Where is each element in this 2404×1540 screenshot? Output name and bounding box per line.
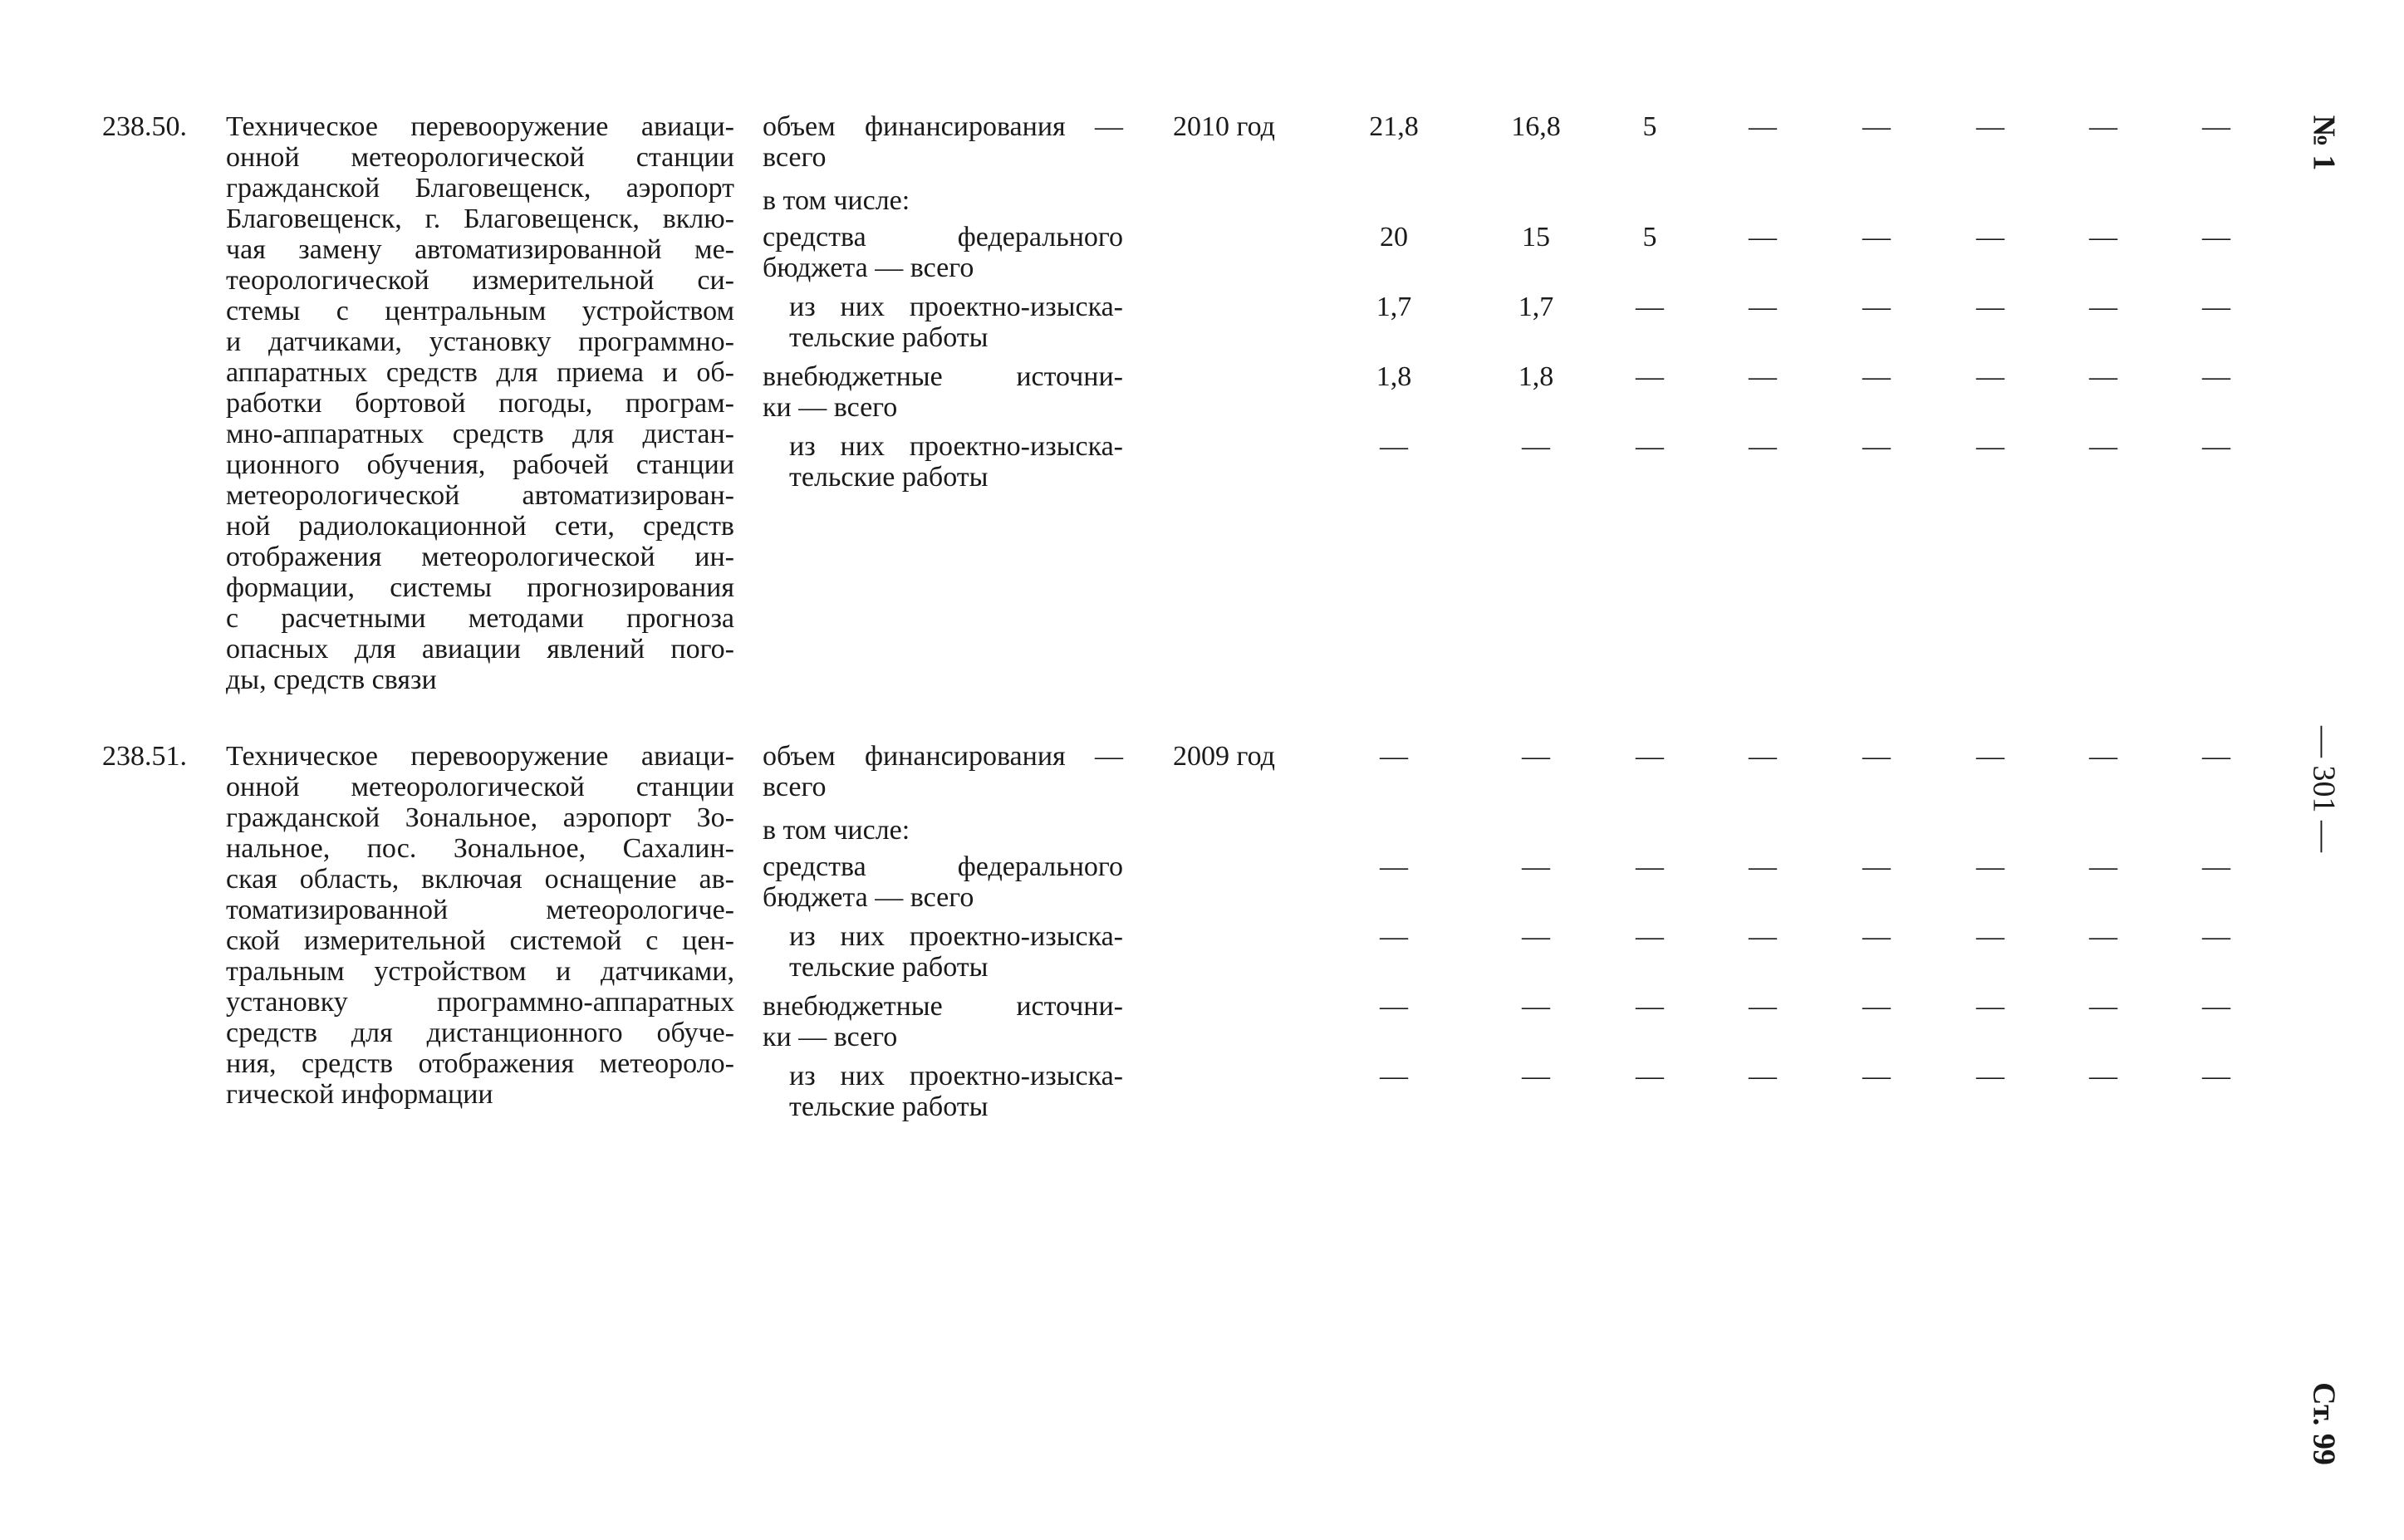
value-cell: 1,8 [1376,361,1412,392]
value-cell: 21,8 [1369,111,1419,142]
description-line: онной метеорологической станции [226,772,734,802]
description-line: опасных для авиации явлений пого- [226,634,734,665]
description-line: нальное, пос. Зональное, Сахалин- [226,833,734,864]
value-cell: — [1976,991,2004,1022]
value-cell: — [1522,921,1550,952]
description-line: средств для дистанционного обуче- [226,1018,734,1048]
value-cell: — [1636,1061,1664,1091]
funding-label: из них проектно-изыска- тельские работы [789,292,1123,353]
record-year: 2010 год [1173,111,1275,142]
value-cell: — [1636,361,1664,392]
funding-label: средства федерального бюджета — всего [763,222,1123,283]
funding-row-federal [0,222,2404,283]
description-line: ной радиолокационной сети, средств [226,511,734,542]
value-cell: — [2089,222,2117,253]
description-line: отображения метеорологической ин- [226,542,734,572]
description-line: метеорологической автоматизирован- [226,480,734,511]
value-cell: — [2089,431,2117,462]
value-cell: — [2089,851,2117,882]
record-number: 238.51. [102,741,187,772]
description-line: онной метеорологической станции [226,142,734,173]
page-number: — 301 — [2306,726,2342,852]
value-cell: — [1862,361,1891,392]
funding-row-extrabudget-design [0,431,2404,493]
value-cell: — [1749,741,1777,772]
value-cell: — [1976,111,2004,142]
funding-label: из них проектно-изыска- тельские работы [789,431,1123,493]
value-cell: — [2202,921,2230,952]
description-line: и датчиками, установку программно- [226,326,734,357]
value-cell: — [1380,921,1408,952]
value-cell: — [1522,741,1550,772]
value-cell: — [2202,111,2230,142]
value-cell: — [1636,921,1664,952]
description-line: ды, средств связи [226,665,437,695]
value-cell: — [1976,222,2004,253]
description-line: томатизированной метеорологиче- [226,895,734,925]
value-cell: — [2202,1061,2230,1091]
description-line: чая замену автоматизированной ме- [226,234,734,265]
funding-row-federal [0,851,2404,913]
value-cell: — [2089,991,2117,1022]
funding-row-total [0,741,2404,802]
value-cell: — [1976,361,2004,392]
value-cell: 15 [1522,222,1550,253]
value-cell: 20 [1380,222,1408,253]
value-cell: — [2202,431,2230,462]
value-cell: — [1749,292,1777,322]
funding-row-federal-design [0,292,2404,353]
value-cell: — [1862,222,1891,253]
value-cell: — [2089,1061,2117,1091]
issue-number: № 1 [2306,115,2342,171]
value-cell: — [1636,991,1664,1022]
funding-label: внебюджетные источни- ки — всего [763,361,1123,423]
value-cell: — [1862,991,1891,1022]
value-cell: 5 [1642,111,1657,142]
value-cell: — [1749,431,1777,462]
value-cell: — [1380,851,1408,882]
description-line: работки бортовой погоды, програм- [226,388,734,419]
description-line: установку программно-аппаратных [226,987,734,1018]
value-cell: — [1636,292,1664,322]
value-cell: — [1976,921,2004,952]
value-cell: — [1380,741,1408,772]
description-line: ционного обучения, рабочей станции [226,449,734,480]
value-cell: — [1636,851,1664,882]
value-cell: — [1522,431,1550,462]
value-cell: 1,7 [1518,292,1554,322]
funding-label: внебюджетные источни- ки — всего [763,991,1123,1052]
funding-row-extrabudget [0,991,2404,1052]
value-cell: — [1749,222,1777,253]
value-cell: — [1749,991,1777,1022]
funding-row-federal-design [0,921,2404,983]
value-cell: — [1862,851,1891,882]
value-cell: — [1976,741,2004,772]
funding-row-extrabudget-design [0,1061,2404,1122]
description-line: гической информации [226,1079,493,1110]
funding-row-extrabudget [0,361,2404,423]
description-line: мно-аппаратных средств для дистан- [226,419,734,449]
value-cell: — [1862,1061,1891,1091]
value-cell: — [1380,431,1408,462]
value-cell: — [1862,111,1891,142]
value-cell: 5 [1642,222,1657,253]
record-number: 238.50. [102,111,187,142]
description-line: ская область, включая оснащение ав- [226,864,734,895]
value-cell: — [2202,851,2230,882]
funding-label: объем финансирования — всего [763,741,1123,802]
funding-row-total [0,111,2404,173]
description-line: аппаратных средств для приема и об- [226,357,734,388]
funding-label: из них проектно-изыска- тельские работы [789,921,1123,983]
value-cell: — [1862,921,1891,952]
value-cell: — [1862,741,1891,772]
description-line: ской измерительной системой с цен- [226,925,734,956]
value-cell: — [1522,1061,1550,1091]
value-cell: — [1522,851,1550,882]
value-cell: — [2202,292,2230,322]
value-cell: — [2202,991,2230,1022]
value-cell: — [1976,292,2004,322]
description-line: стемы с центральным устройством [226,296,734,326]
funding-label: в том числе: [763,815,910,846]
value-cell: — [2089,921,2117,952]
value-cell: — [2202,741,2230,772]
value-cell: — [2202,361,2230,392]
value-cell: — [2202,222,2230,253]
value-cell: — [1749,361,1777,392]
value-cell: — [1976,431,2004,462]
value-cell: — [1749,111,1777,142]
description-line: Благовещенск, г. Благовещенск, вклю- [226,204,734,234]
value-cell: — [1862,292,1891,322]
value-cell: 1,7 [1376,292,1412,322]
description-line: с расчетными методами прогноза [226,603,734,634]
record-year: 2009 год [1173,741,1275,772]
value-cell: — [2089,292,2117,322]
article-number: Ст. 99 [2306,1382,2342,1465]
description-line: Техническое перевооружение авиаци- [226,741,734,772]
description-line: формации, системы прогнозирования [226,572,734,603]
funding-label: из них проектно-изыска- тельские работы [789,1061,1123,1122]
value-cell: 1,8 [1518,361,1554,392]
value-cell: — [2089,741,2117,772]
value-cell: 16,8 [1511,111,1561,142]
value-cell: — [1749,921,1777,952]
value-cell: — [2089,361,2117,392]
funding-label: объем финансирования — всего [763,111,1123,173]
value-cell: — [1749,851,1777,882]
description-line: гражданской Зональное, аэропорт Зо- [226,802,734,833]
value-cell: — [2089,111,2117,142]
value-cell: — [1636,741,1664,772]
description-line: гражданской Благовещенск, аэропорт [226,173,734,204]
description-line: теорологической измерительной си- [226,265,734,296]
description-line: ния, средств отображения метеороло- [226,1048,734,1079]
value-cell: — [1636,431,1664,462]
description-line: тральным устройством и датчиками, [226,956,734,987]
value-cell: — [1749,1061,1777,1091]
value-cell: — [1380,991,1408,1022]
value-cell: — [1976,851,2004,882]
value-cell: — [1862,431,1891,462]
value-cell: — [1522,991,1550,1022]
funding-label: в том числе: [763,185,910,216]
funding-label: средства федерального бюджета — всего [763,851,1123,913]
value-cell: — [1976,1061,2004,1091]
description-line: Техническое перевооружение авиаци- [226,111,734,142]
value-cell: — [1380,1061,1408,1091]
